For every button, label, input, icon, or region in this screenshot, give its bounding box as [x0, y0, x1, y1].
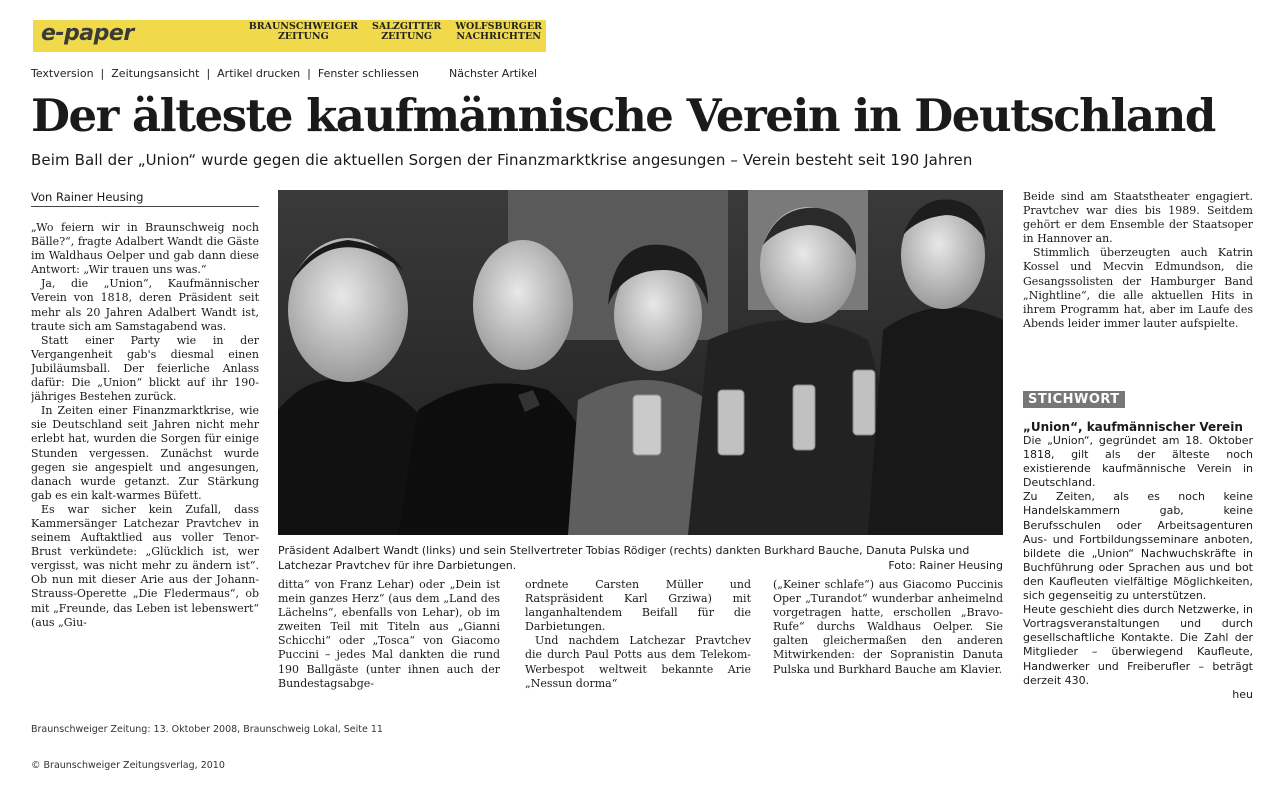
- article-column-2: [278, 578, 500, 715]
- newspaper-title-1[interactable]: [249, 22, 358, 42]
- nav-separator: |: [206, 67, 211, 80]
- article-photo: [278, 190, 1003, 535]
- stichwort-badge: STICHWORT: [1023, 391, 1125, 408]
- article-nav: [31, 67, 537, 80]
- nav-zeitungsansicht-link[interactable]: Zeitungsansicht: [111, 67, 200, 80]
- paragraph: Stimmlich überzeugten auch Katrin Kossel und Mecvin Edmundson, die Gesangssolisten der Hamburger Band „Nightline“, die alle aktuellen Hits in ihrem Programm hat, aber im Laufe des Abends leider immer lauter aufspielte.: [1023, 246, 1253, 330]
- article-column-5: [1023, 190, 1253, 360]
- nav-spacer: [419, 67, 449, 80]
- paragraph: Es war sicher kein Zufall, dass Kammersänger Latchezar Pravtchev in seinem Auftaktlied aus voller Tenor-Brust verkündete: „Glücklich ist, wer vergisst, was nicht mehr zu ändern ist“. Ob nun mit dieser Arie aus der Johann-Strauss-Operette „Die Fledermaus“, ob mit „Freunde, das Leben ist lebenswert“ (aus „Giu-: [31, 502, 259, 629]
- stichwort-title: „Union“, kaufmännischer Verein: [1023, 420, 1243, 434]
- newspaper-title-3-line1: WOLFSBURGER: [455, 21, 542, 32]
- paragraph: „Wo feiern wir in Braunschweig noch Bälle?“, fragte Adalbert Wandt die Gäste im Waldhaus Oelper und gab dann diese Antwort: „Wir trauen uns was.“: [31, 221, 259, 277]
- epaper-header-bar: [33, 20, 546, 52]
- source-line: Braunschweiger Zeitung: 13. Oktober 2008, Braunschweig Lokal, Seite 11: [31, 724, 383, 735]
- newspaper-title-1-line1: BRAUNSCHWEIGER: [248, 21, 358, 32]
- article-byline: Von Rainer Heusing: [31, 190, 259, 207]
- paragraph: Ja, die „Union“, Kaufmännischer Verein von 1818, deren Präsident seit mehr als 20 Jahren Adalbert Wandt ist, traute sich am Samstagabend was.: [31, 277, 259, 333]
- paragraph: ditta“ von Franz Lehar) oder „Dein ist mein ganzes Herz“ (aus dem „Land des Lächelns“, ebenfalls von Lehar), ob im zweiten Teil mit Titeln aus „Gianni Schicchi“ oder „Tosca“ von Giacomo Puccini – jedes Mal dankten die rund 190 Ballgäste (unter ihnen auch der Bundestagsabge-: [278, 578, 500, 690]
- paragraph: Zu Zeiten, als es noch keine Handelskammern gab, keine Berufsschulen oder Arbeitsagenturen Aus- und Fortbildungsseminare anboten, bildete die „Union“ Nachwuchskräfte in Buchführung oder Sprachen aus und bot den Kaufleuten vielfältige Möglichkeiten, sich gegenseitig zu unterstützen.: [1023, 490, 1253, 603]
- nav-separator: |: [100, 67, 105, 80]
- article-column-3: [525, 578, 751, 715]
- newspaper-title-2[interactable]: [372, 22, 441, 42]
- paragraph: Statt einer Party wie in der Vergangenheit gab's diesmal einen Jubiläumsball. Der feierliche Anlass dafür: Die „Union“ blickt auf ihr 190-jähriges Bestehen zurück.: [31, 333, 259, 404]
- paragraph: Und nachdem Latchezar Pravtchev die durch Paul Potts aus dem Telekom-Werbespot weltweit bekannte Arie „Nessun dorma“: [525, 634, 751, 690]
- nav-textversion-link[interactable]: Textversion: [31, 67, 94, 80]
- photo-credit: Foto: Rainer Heusing: [888, 559, 1003, 572]
- newspaper-title-3-line2: NACHRICHTEN: [456, 31, 541, 42]
- nav-next-article-link[interactable]: Nächster Artikel: [448, 67, 538, 80]
- group-photo-illustration: [278, 190, 1003, 535]
- stichwort-body: [1023, 434, 1253, 714]
- paragraph: Heute geschieht dies durch Netzwerke, in Vortragsveranstaltungen und durch gesellschaftliche Kontakte. Die Zahl der Mitglieder – überwiegend Kaufleute, Handwerker und Freiberufler – beträgt derzeit 430.: [1023, 603, 1253, 687]
- epaper-logo[interactable]: e-paper: [41, 21, 134, 46]
- photo-caption-text: Präsident Adalbert Wandt (links) und sein Stellvertreter Tobias Rödiger (rechts) dankten Burkhard Bauche, Danuta Pulska und Latchezar Pravtchev für ihre Darbietungen.: [278, 544, 970, 572]
- paragraph: ordnete Carsten Müller und Ratspräsident Karl Grziwa) mit langanhaltendem Beifall für die Darbietungen.: [525, 578, 751, 634]
- nav-close-window-link[interactable]: Fenster schliessen: [317, 67, 419, 80]
- nav-print-link[interactable]: Artikel drucken: [217, 67, 301, 80]
- article-column-4: [773, 578, 1003, 715]
- copyright-notice: © Braunschweiger Zeitungsverlag, 2010: [31, 760, 225, 771]
- newspaper-title-3[interactable]: [455, 22, 542, 42]
- photo-caption: [278, 543, 1003, 573]
- newspaper-title-1-line2: ZEITUNG: [277, 31, 329, 42]
- newspaper-title-2-line1: SALZGITTER: [371, 21, 442, 32]
- article-subheadline: Beim Ball der „Union“ wurde gegen die aktuellen Sorgen der Finanzmarktkrise angesungen – Verein besteht seit 190 Jahren: [31, 151, 973, 169]
- newspaper-title-2-line2: ZEITUNG: [381, 31, 433, 42]
- paragraph: In Zeiten einer Finanzmarktkrise, wie sie Deutschland seit Jahren nicht mehr erlebt hat, wurden die Sorgen für einige Stunden vergessen. Zunächst wurde gegen sie angespielt und angesungen, danach wurde getanzt. Zur Stärkung gab es ein kalt-warmes Büfett.: [31, 404, 259, 502]
- author-initials: heu: [1232, 687, 1253, 701]
- nav-separator: |: [307, 67, 311, 80]
- paragraph: Die „Union“, gegründet am 18. Oktober 1818, gilt als der älteste noch existierende kaufmännische Verein in Deutschland.: [1023, 434, 1253, 490]
- article-headline: Der älteste kaufmännische Verein in Deutschland: [31, 89, 1215, 142]
- paragraph: Beide sind am Staatstheater engagiert. Pravtchev war dies bis 1989. Seitdem gehört er dem Ensemble der Staatsoper in Hannover an.: [1023, 190, 1253, 246]
- article-column-1: [31, 221, 259, 715]
- newspaper-titles: [249, 22, 542, 42]
- paragraph: („Keiner schlafe“) aus Giacomo Puccinis Oper „Turandot“ wunderbar anheimelnd vorgetragen hatte, erschollen „Bravo-Rufe“ durchs Waldhaus Oelper. Sie galten gleichermaßen den anderen Mitwirkenden: der Sopranistin Danuta Pulska und Burkhard Bauche am Klavier.: [773, 578, 1003, 676]
